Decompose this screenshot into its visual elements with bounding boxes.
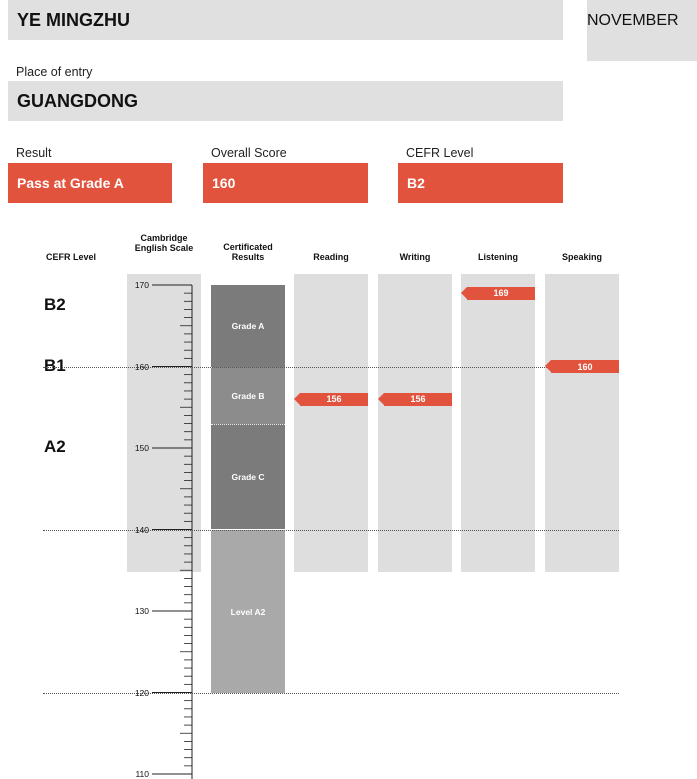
header-writing: Writing bbox=[399, 252, 431, 262]
exam-date: NOVEMBER bbox=[587, 0, 697, 61]
header-certificated: Certificated Results bbox=[223, 242, 273, 262]
writing-score-flag: 156 bbox=[384, 393, 452, 406]
cefr-level-label: CEFR Level bbox=[406, 146, 474, 160]
grade-b-band: Grade B bbox=[211, 367, 285, 424]
overall-score-value: 160 bbox=[203, 163, 368, 203]
scale-tick-label: 170 bbox=[134, 280, 149, 290]
scale-tick-label: 110 bbox=[135, 769, 149, 779]
scale-tick-label: 160 bbox=[134, 361, 149, 372]
listening-panel bbox=[461, 274, 535, 572]
writing-panel bbox=[378, 274, 452, 572]
speaking-score-flag: 160 bbox=[551, 360, 619, 373]
speaking-panel bbox=[545, 274, 619, 572]
header-speaking: Speaking bbox=[561, 252, 602, 262]
reading-panel bbox=[294, 274, 368, 572]
place-of-entry-value: GUANGDONG bbox=[8, 81, 563, 121]
result-label: Result bbox=[16, 146, 52, 160]
listening-score-flag: 169 bbox=[467, 287, 535, 300]
place-of-entry-label: Place of entry bbox=[16, 65, 93, 79]
header-cefr-level: CEFR Level bbox=[45, 252, 96, 262]
overall-score-label: Overall Score bbox=[211, 146, 287, 160]
scale-tick-label: 130 bbox=[134, 606, 149, 616]
scale-tick-label: 120 bbox=[134, 687, 149, 698]
cefr-b1: B1 bbox=[44, 356, 66, 375]
reading-score-flag: 156 bbox=[300, 393, 368, 406]
scale-tick-label: 140 bbox=[134, 524, 149, 535]
candidate-name: YE MINGZHU bbox=[8, 0, 563, 40]
grade-a-band: Grade A bbox=[211, 285, 285, 367]
header-listening: Listening bbox=[478, 252, 518, 262]
result-value: Pass at Grade A bbox=[8, 163, 172, 203]
header-reading: Reading bbox=[313, 252, 349, 262]
level-a2-band: Level A2 bbox=[211, 530, 285, 693]
cefr-a2: A2 bbox=[44, 437, 66, 456]
header-scale: Cambridge English Scale bbox=[134, 233, 194, 253]
scale-tick-label: 150 bbox=[134, 443, 149, 453]
grade-c-band: Grade C bbox=[211, 424, 285, 530]
cefr-b2: B2 bbox=[44, 295, 66, 314]
cefr-level-value: B2 bbox=[398, 163, 563, 203]
